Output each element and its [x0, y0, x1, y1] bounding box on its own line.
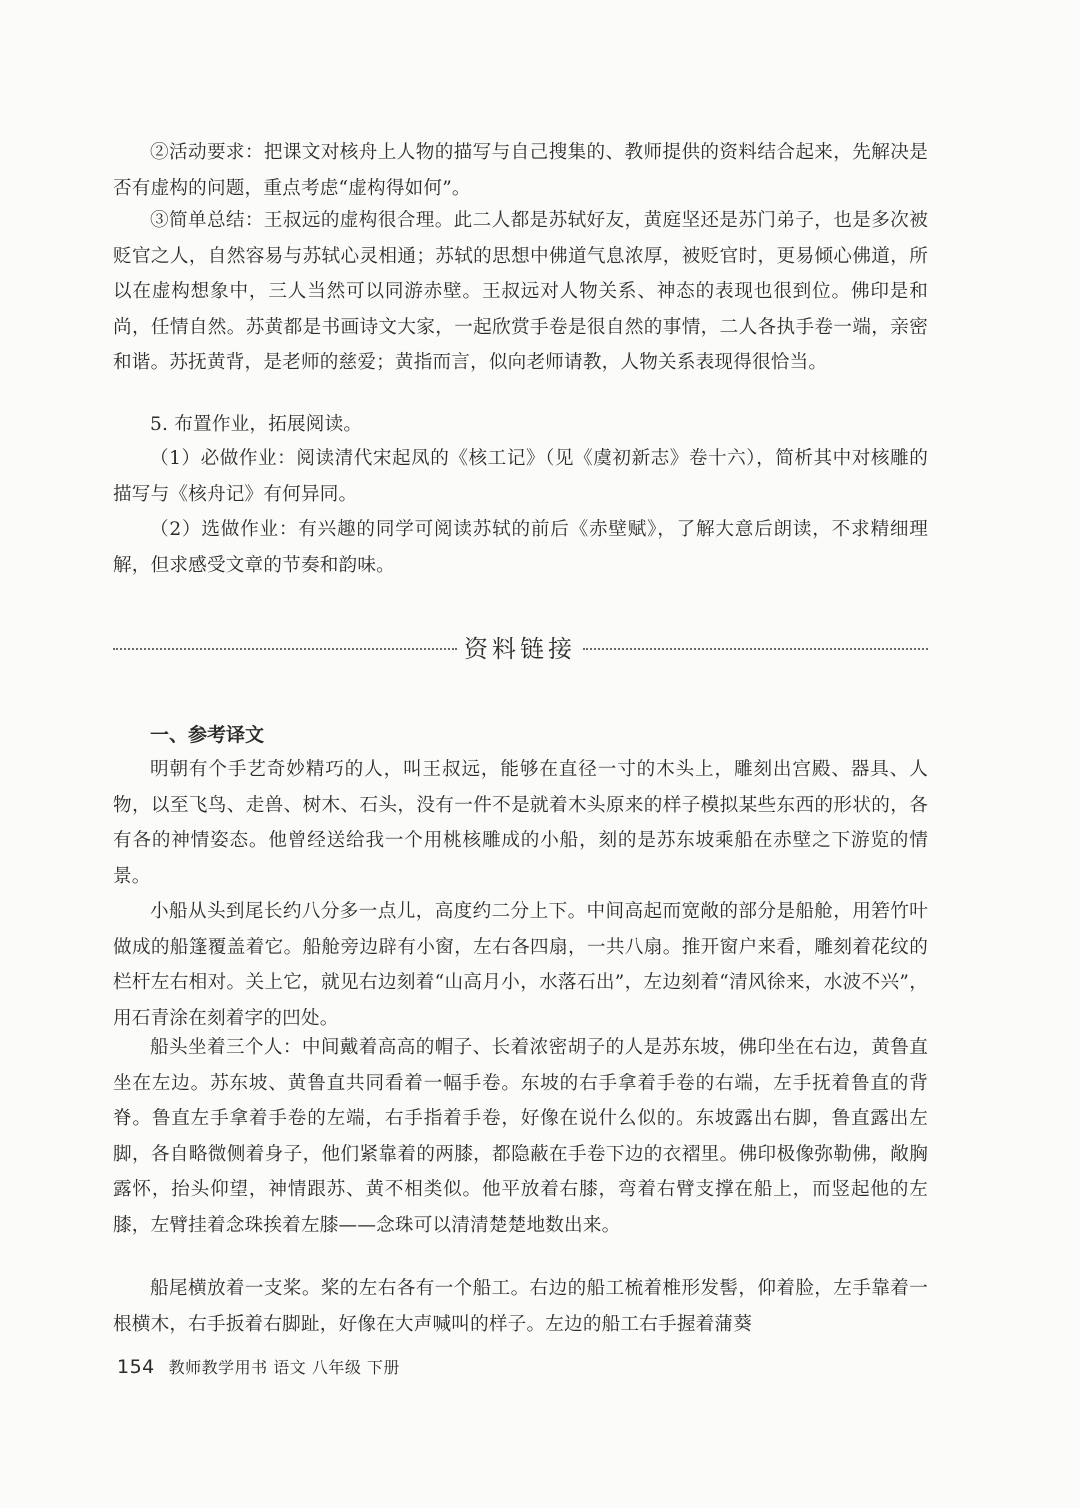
translation-paragraph-3: 船头坐着三个人：中间戴着高高的帽子、长着浓密胡子的人是苏东坡，佛印坐在右边，黄鲁直坐在左边。苏东坡、黄鲁直共同看着一幅手卷。东坡的右手拿着手卷的右端，左手抚着鲁直的背脊。鲁直左手拿着手卷的左端，右手指着手卷，好像在说什么似的。东坡露出右脚，鲁直露出左脚，各自略微侧着身子，他们紧靠着的两膝，都隐蔽在手卷下边的衣褶里。佛印极像弥勒佛，敞胸露怀，抬头仰望，神情跟苏、黄不相类似。他平放着右膝，弯着右臂支撑在船上，而竖起他的左膝，左臂挂着念珠挨着左膝——念珠可以清清楚楚地数出来。	[113, 1037, 928, 1236]
translation-paragraph-1: 明朝有个手艺奇妙精巧的人，叫王叔远，能够在直径一寸的木头上，雕刻出宫殿、器具、人物，以至飞鸟、走兽、树木、石头，没有一件不是就着木头原来的样子模拟某些东西的形状的，各有各的神情姿态。他曾经送给我一个用桃核雕成的小船，刻的是苏东坡乘船在赤壁之下游览的情景。	[113, 759, 928, 887]
translation-paragraph-2: 小船从头到尾长约八分多一点儿，高度约二分上下。中间高起而宽敞的部分是船舱，用箬竹叶做成的船篷覆盖着它。船舱旁边辟有小窗，左右各四扇，一共八扇。推开窗户来看，雕刻着花纹的栏杆左右相对。关上它，就见右边刻着“山高月小，水落石出”，左边刻着“清风徐来，水波不兴”，用石青涂在刻着字的凹处。	[113, 901, 928, 1029]
paragraph-required-homework: （1）必做作业：阅读清代宋起凤的《核工记》（见《虞初新志》卷十六），简析其中对核雕的描写与《核舟记》有何异同。	[113, 448, 928, 505]
paragraph-activity-requirement: ②活动要求：把课文对核舟上人物的描写与自己搜集的、教师提供的资料结合起来，先解决是否有虚构的问题，重点考虑“虚构得如何”。	[113, 142, 928, 199]
reference-translation-heading: 一、参考译文	[150, 724, 265, 746]
page-number: 154	[117, 1356, 155, 1378]
section-divider	[113, 632, 928, 666]
translation-paragraph-4: 船尾横放着一支桨。桨的左右各有一个船工。右边的船工梳着椎形发髻，仰着脸，左手靠着一根横木，右手扳着右脚趾，好像在大声喊叫的样子。左边的船工右手握着蒲葵	[113, 1278, 928, 1335]
page-footer	[117, 1354, 400, 1381]
divider-dotted-line-right	[583, 648, 928, 650]
section-title: 资料链接	[464, 635, 576, 663]
paragraph-optional-homework: （2）选做作业：有兴趣的同学可阅读苏轼的前后《赤壁赋》，了解大意后朗读，不求精细理解，但求感受文章的节奏和韵味。	[113, 519, 928, 576]
paragraph-summary: ③简单总结：王叔远的虚构很合理。此二人都是苏轼好友，黄庭坚还是苏门弟子，也是多次被贬官之人，自然容易与苏轼心灵相通；苏轼的思想中佛道气息浓厚，被贬官时，更易倾心佛道，所以在虚构想象中，三人当然可以同游赤壁。王叔远对人物关系、神态的表现也很到位。佛印是和尚，任情自然。苏黄都是书画诗文大家，一起欣赏手卷是很自然的事情，二人各执手卷一端，亲密和谐。苏抚黄背，是老师的慈爱；黄指而言，似向老师请教，人物关系表现得很恰当。	[113, 210, 928, 373]
book-title: 教师教学用书 语文 八年级 下册	[168, 1358, 400, 1377]
divider-dotted-line-left	[113, 648, 457, 650]
paragraph-homework-heading: 5. 布置作业，拓展阅读。	[150, 414, 363, 435]
